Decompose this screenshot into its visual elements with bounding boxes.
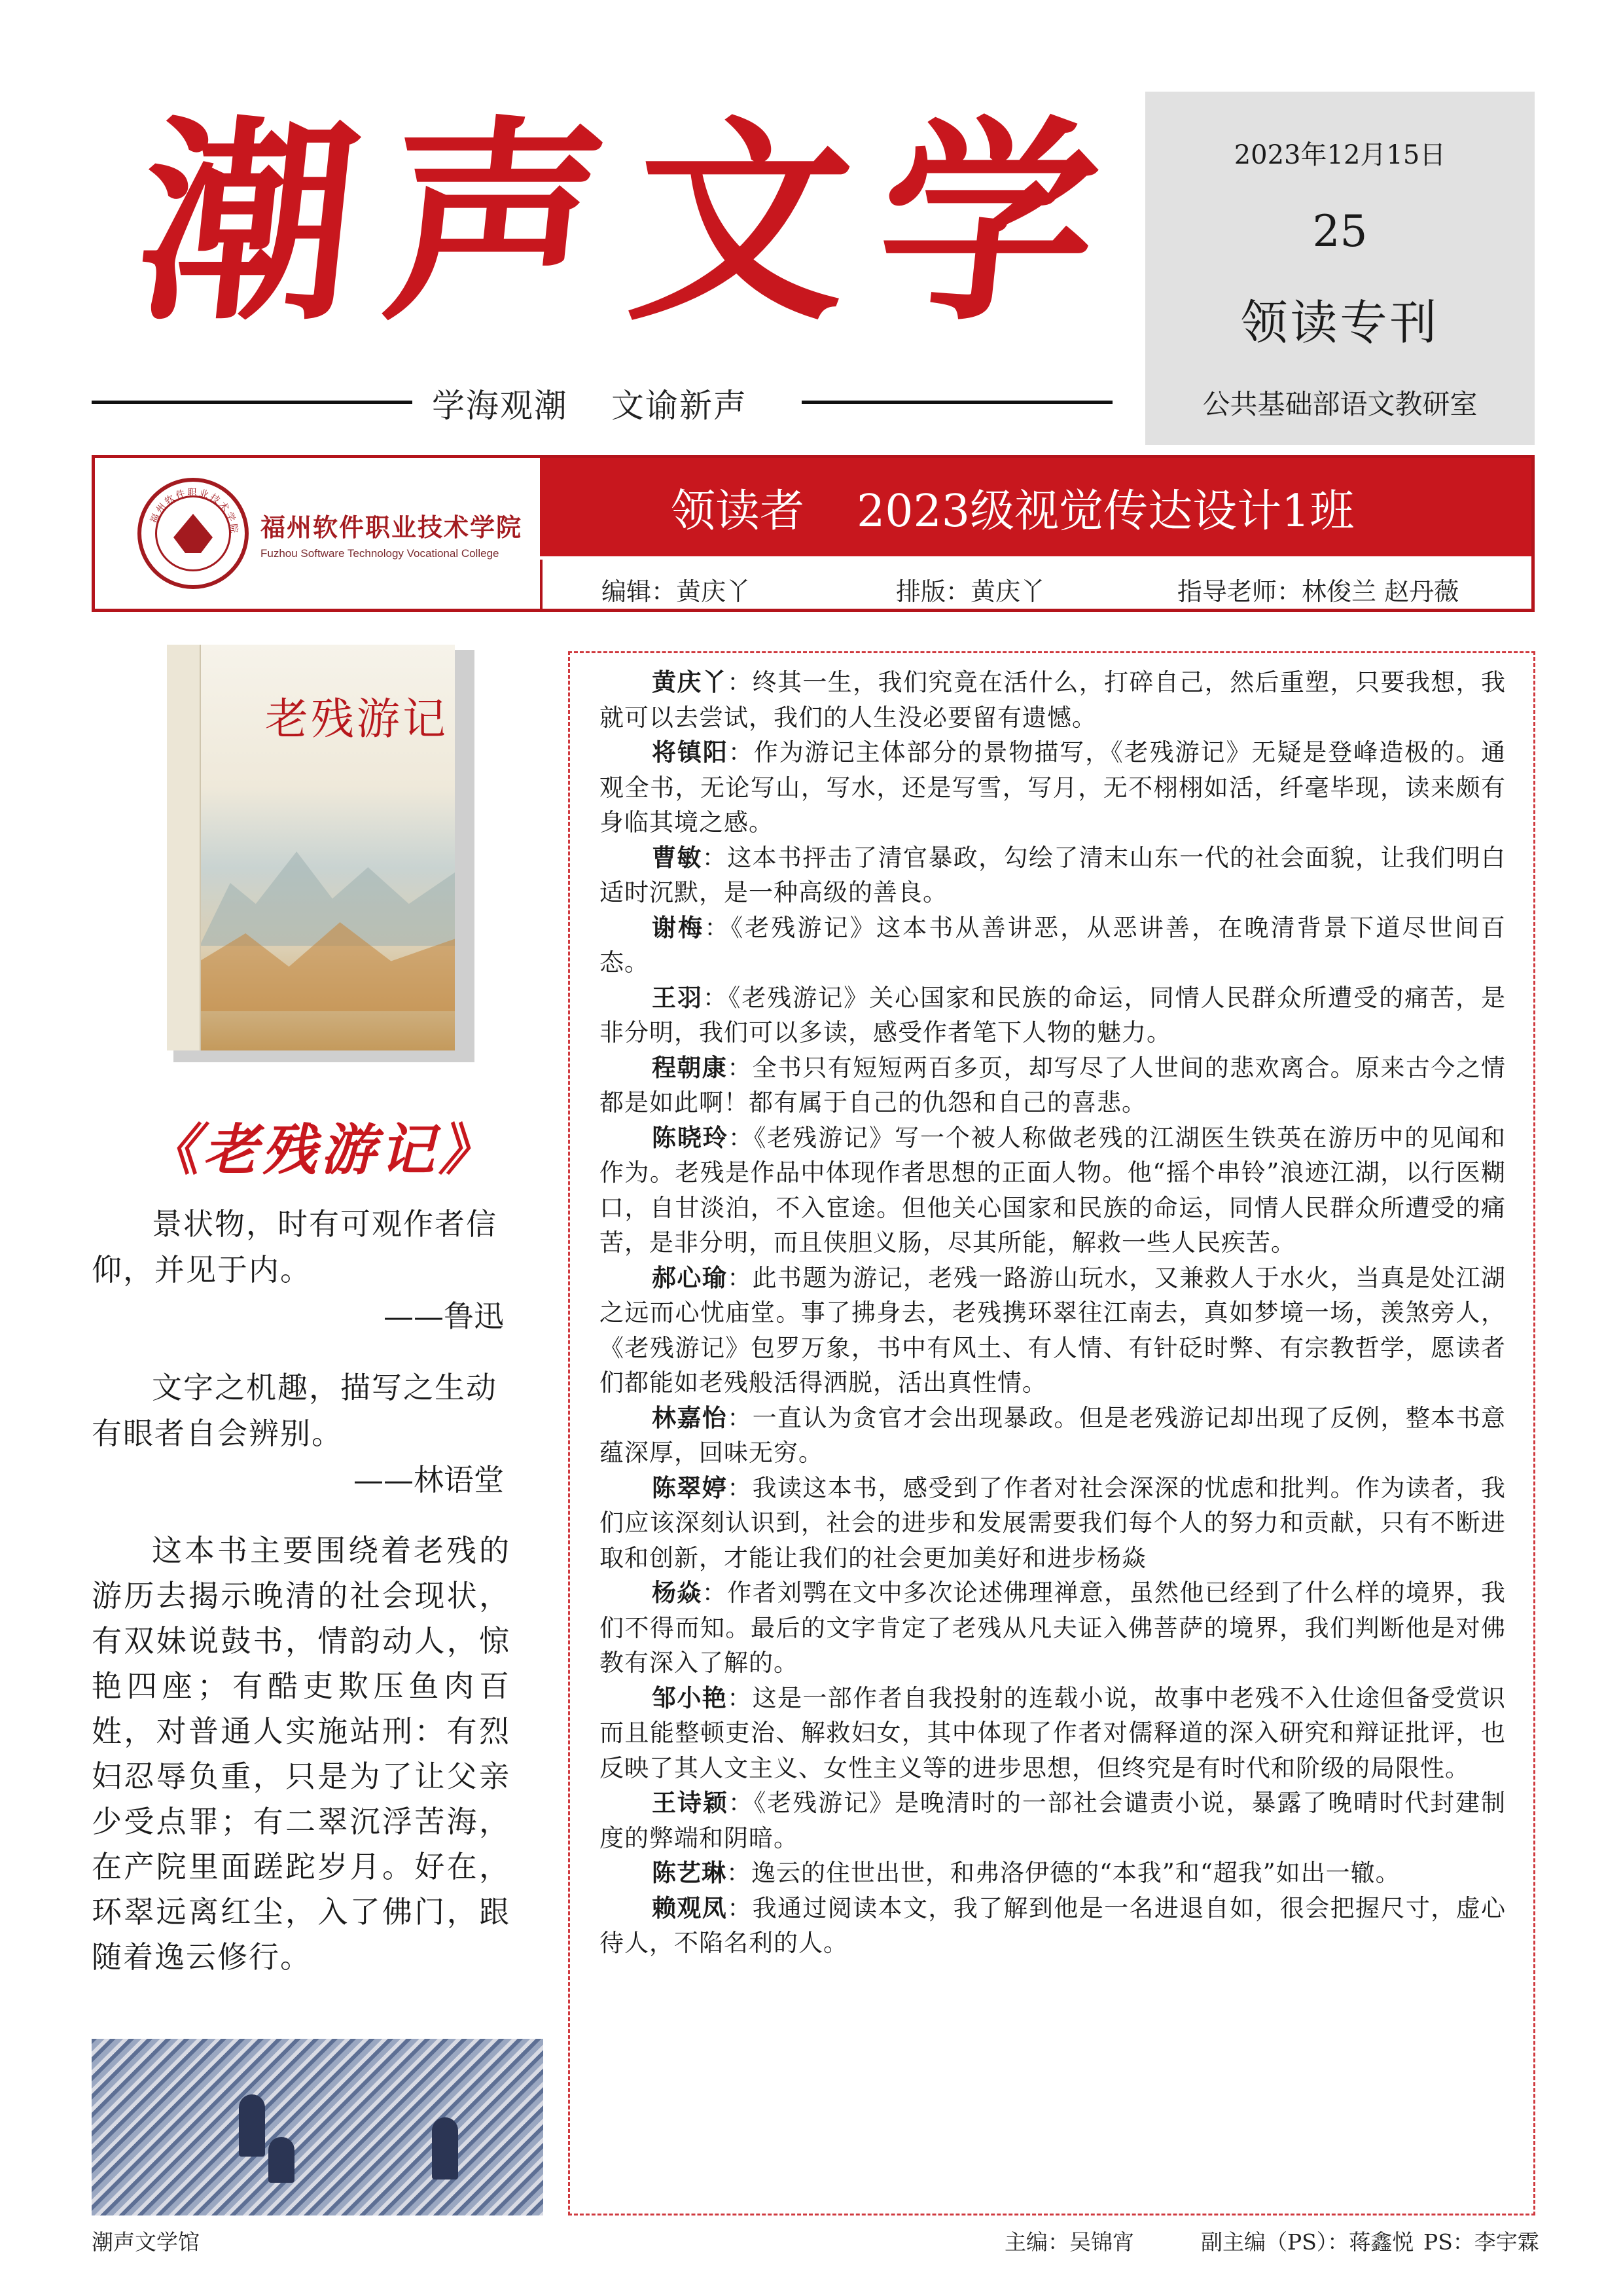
slogan-left: 学海观潮 [432,387,568,425]
comment-item: 陈翠婷：我读这本书，感受到了作者对社会深深的忧虑和批判。作为读者，我们应该深刻认识到，社会的进步和发展需要我们每个人的努力和贡献，只有不断进取和创新，才能让我们的社会更加美好和进步杨焱 [599,1473,1507,1572]
college-name-cn: 福州软件职业技术学院 [260,512,523,542]
comment-item: 程朝康：全书只有短短两百多页，却写尽了人世间的悲欢离合。原来古今之情都是如此啊！都有属于自己的仇怨和自己的喜悲。 [599,1052,1507,1117]
comment-text: 这本书抨击了清官暴政，勾绘了清末山东一代的社会面貌，让我们明白适时沉默，是一种高级的善良。 [599,843,1507,906]
comment-text: 一直认为贪官才会出现暴政。但是老残游记却出现了反例，整本书意蕴深厚，回味无穷。 [599,1403,1507,1467]
layout-credit: 排版：黄庆丫 [896,577,1046,606]
leader-class: 2023级视觉传达设计1班 [857,485,1355,537]
figure-shape [268,2137,294,2183]
quote-text: 文字之机趣，描写之生动有眼者自会辨别。 [92,1370,497,1451]
commenter-name: 郝心瑜 [652,1263,728,1292]
comment-text: 终其一生，我们究竟在活什么，打碎自己，然后重塑，只要我想，我就可以去尝试，我们的人生没必要留有遗憾。 [599,668,1507,732]
figure-shape [432,2117,458,2179]
commenter-name: 林嘉怡 [652,1403,728,1432]
commenter-name: 谢梅 [652,912,705,942]
commenter-name: 陈晓玲 [652,1122,728,1152]
book-cover-title: 老残游记 [265,694,448,744]
comment-text: 我通过阅读本文，我了解到他是一名进退自如，很会把握尺寸，虚心待人，不陷名利的人。 [599,1893,1507,1957]
comment-text: 此书题为游记，老残一路游山玩水，又兼救人于水火，当真是处江湖之远而心忧庙堂。事了拂身去，老残携环翠往江南去，真如梦境一场，羡煞旁人，《老残游记》包罗万象，书中有风土、有人情、有针砭时弊、有宗教哲学，愿读者们都能如老残般活得洒脱，活出真性情。 [599,1263,1507,1397]
slogan-rule-right [802,401,1113,404]
comment-text: 作为游记主体部分的景物描写，《老残游记》无疑是登峰造极的。通观全书，无论写山，写水，还是写雪，写月，无不栩栩如活，纤毫毕现，读来颇有身临其境之感。 [599,738,1507,836]
figure-shape [239,2094,265,2157]
advisor-credit: 指导老师：林俊兰 赵丹薇 [1177,577,1459,606]
slogan-rule-left [92,401,412,404]
comment-text: 《老残游记》是晚清时的一部社会谴责小说，暴露了晚晴时代封建制度的弊端和阴暗。 [599,1789,1507,1852]
comment-item: 郝心瑜：此书题为游记，老残一路游山玩水，又兼救人于水火，当真是处江湖之远而心忧庙堂。事了拂身去，老残携环翠往江南去，真如梦境一场，羡煞旁人，《老残游记》包罗万象，书中有风土、有人情、有针砭时弊、有宗教哲学，愿读者们都能如老残般活得洒脱，活出真性情。 [599,1263,1507,1397]
comment-item: 林嘉怡：一直认为贪官才会出现暴政。但是老残游记却出现了反例，整本书意蕴深厚，回味无穷。 [599,1403,1507,1467]
masthead-char: 声 [374,96,617,350]
college-name [260,507,522,560]
college-name-en: Fuzhou Software Technology Vocational College [260,547,499,560]
issue-special: 领读专刊 [1240,295,1440,350]
comments-list [599,665,1506,1961]
quote-author: ——林语堂 [353,1462,504,1498]
mountain-shape [200,841,455,946]
commenter-name: 黄庆丫 [652,668,728,696]
comment-text: 作者刘鹗在文中多次论述佛理禅意，虽然他已经到了什么样的境界，我们不得而知。最后的文字肯定了老残从凡夫证入佛菩萨的境界，我们判断他是对佛教有深入了解的。 [599,1579,1507,1677]
commenter-name: 程朝康 [652,1052,728,1082]
comment-item: 王诗颖：《老残游记》是晚清时的一部社会谴责小说，暴露了晚晴时代封建制度的弊端和阴暗。 [599,1788,1507,1852]
commenter-name: 将镇阳 [652,738,728,766]
quote-author: ——鲁迅 [383,1299,504,1334]
svg-text:福州软件职业技术学院: 福州软件职业技术学院 [149,487,240,536]
comment-text: 《老残游记》这本书从善讲恶，从恶讲善，在晚清背景下道尽世间百态。 [599,913,1506,977]
credits-bar [540,560,1531,609]
book-spine [167,645,201,1050]
comment-item: 陈艺琳：逸云的住世出世，和弗洛伊德的“本我”和“超我”如出一辙。 [652,1858,1400,1887]
college-seal-icon [137,478,249,589]
footer-ps: PS：李宇霖 [1423,2229,1539,2255]
quote-text: 景状物，时有可观作者信仰，并见于内。 [92,1206,497,1287]
comment-item: 黄庆丫：终其一生，我们究竟在活什么，打碎自己，然后重塑，只要我想，我就可以去尝试，我们的人生没必要留有遗憾。 [599,668,1507,732]
book-summary: 这本书主要围绕着老残的游历去揭示晚清的社会现状，有双妹说鼓书，情韵动人，惊艳四座；有酷吏欺压鱼肉百姓，对普通人实施站刑：有烈妇忍辱负重，只是为了让父亲少受点罪；有二翠沉浮苦海，在产院里面蹉跎岁月。好在，环翠远离红尘，入了佛门，跟随着逸云修行。 [92,1533,510,1975]
slogan-right: 文谕新声 [611,387,747,425]
comment-text: 逸云的住世出世，和弗洛伊德的“本我”和“超我”如出一辙。 [751,1859,1400,1887]
comment-item: 陈晓玲：《老残游记》写一个被人称做老残的江湖医生铁英在游历中的见闻和作为。老残是作品中体现作者思想的正面人物。他“摇个串铃”浪迹江湖，以行医糊口，自甘淡泊，不入宦途。但他关心国家和民族的命运，同情人民群众所遭受的痛苦，是非分明，而且侠胆义肠，尽其所能，解救一些人民疾苦。 [599,1122,1507,1257]
commenter-name: 邹小艳 [652,1683,728,1712]
comment-text: 《老残游记》关心国家和民族的命运，同情人民群众所遭受的痛苦，是非分明，我们可以多读，感受作者笔下人物的魅力。 [599,983,1507,1047]
work-title: 《老残游记》 [144,1117,498,1182]
issue-office: 公共基础部语文教研室 [1202,388,1478,420]
issue-info-box [1145,92,1535,445]
comment-text: 我读这本书，感受到了作者对社会深深的忧虑和批判。作为读者，我们应该深刻认识到，社会的进步和发展需要我们每个人的努力和贡献，只有不断进取和创新，才能让我们的社会更加美好和进步杨焱 [599,1473,1507,1572]
college-logo [95,458,540,609]
editor-credit: 编辑：黄庆丫 [601,577,751,606]
commenter-name: 赖观凤 [652,1893,728,1922]
masthead-char: 潮 [127,96,370,350]
comment-item: 曹敏：这本书抨击了清官暴政，勾绘了清末山东一代的社会面貌，让我们明白适时沉默，是一种高级的善良。 [599,842,1507,906]
comment-item: 邹小艳：这是一部作者自我投射的连载小说，故事中老残不入仕途但备受赏识而且能整顿吏治、解救妇女，其中体现了作者对儒释道的深入研究和辩证批评，也反映了其人文主义、女性主义等的进步思想，但终究是有时代和阶级的局限性。 [599,1683,1507,1782]
book-cover-image [167,645,468,1057]
commenter-name: 陈艺琳 [652,1858,726,1887]
comment-item: 王羽：《老残游记》关心国家和民族的命运，同情人民群众所遭受的痛苦，是非分明，我们可以多读，感受作者笔下人物的魅力。 [599,982,1507,1047]
footer-chief-editor: 主编：吴锦宵 [1005,2229,1134,2255]
comment-item: 将镇阳：作为游记主体部分的景物描写，《老残游记》无疑是登峰造极的。通观全书，无论写山，写水，还是写雪，写月，无不栩栩如活，纤毫毕现，读来颇有身临其境之感。 [599,738,1507,836]
footer-deputy-editor: 副主编（PS）：蒋鑫悦 [1201,2229,1414,2255]
commenter-name: 曹敏 [652,842,702,872]
comment-item: 谢梅：《老残游记》这本书从善讲恶，从恶讲善，在晚清背景下道尽世间百态。 [599,912,1506,977]
comment-item: 杨焱：作者刘鹗在文中多次论述佛理禅意，虽然他已经到了什么样的境界，我们不得而知。最后的文字肯定了老残从凡夫证入佛菩萨的境界，我们判断他是对佛教有深入了解的。 [599,1578,1507,1677]
commenter-name: 王诗颖 [652,1788,728,1817]
footer-publisher: 潮声文学馆 [92,2229,200,2255]
issue-date: 2023年12月15日 [1234,140,1446,170]
leader-bar [540,458,1531,556]
comment-text: 这是一部作者自我投射的连载小说，故事中老残不入仕途但备受赏识而且能整顿吏治、解救妇女，其中体现了作者对儒释道的深入研究和辩证批评，也反映了其人文主义、女性主义等的进步思想，但终究是有时代和阶级的局限性。 [599,1683,1507,1782]
commenter-name: 王羽 [652,982,703,1012]
commenter-name: 杨焱 [652,1578,702,1607]
comment-text: 全书只有短短两百多页，却写尽了人世间的悲欢离合。原来古今之情都是如此啊！都有属于自己的仇怨和自己的喜悲。 [599,1053,1507,1117]
quote-block [92,1365,504,1499]
commenter-name: 陈翠婷 [652,1473,728,1502]
reader-banner [92,455,1535,612]
comment-item: 赖观凤：我通过阅读本文，我了解到他是一名进退自如，很会把握尺寸，虚心待人，不陷名利的人。 [599,1893,1507,1957]
slogan [432,380,791,427]
comment-text: 《老残游记》写一个被人称做老残的江湖医生铁英在游历中的见闻和作为。老残是作品中体现作者思想的正面人物。他“摇个串铃”浪迹江湖，以行医糊口，自甘淡泊，不入宦途。但他关心国家和民族的命运，同情人民群众所遭受的痛苦，是非分明，而且侠胆义肠，尽其所能，解救一些人民疾苦。 [599,1123,1507,1257]
masthead-title [127,96,1110,350]
landscape-painting-image [92,2039,543,2215]
leader-label: 领读者 [671,485,805,537]
reader-comments [568,651,1535,2215]
issue-number: 25 [1312,206,1368,257]
masthead-char: 学 [866,96,1110,350]
quote-block [92,1201,504,1336]
masthead-char: 文 [620,96,863,350]
